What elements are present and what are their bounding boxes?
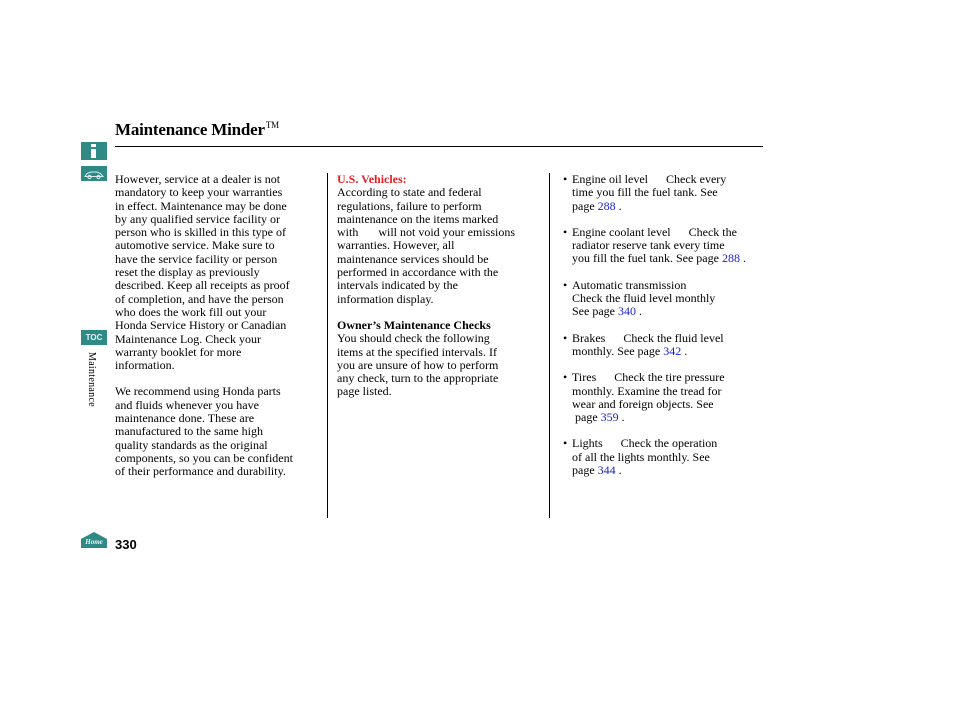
page-link-342[interactable]: 342	[663, 343, 682, 358]
text-line: quality standards as the original	[115, 437, 268, 452]
text-fragment: .	[618, 463, 622, 478]
text-line: items at the specified intervals. If	[337, 344, 497, 359]
check-item-brakes	[563, 332, 763, 359]
text-line: page listed.	[337, 384, 392, 399]
text-line: of all the lights monthly. See	[572, 449, 710, 464]
text-line: in effect. Maintenance may be done	[115, 198, 287, 213]
text-line: automotive service. Make sure to	[115, 238, 275, 253]
title-rule	[115, 146, 763, 147]
item-name: Tires	[572, 370, 597, 385]
check-item-tires	[563, 371, 763, 424]
bullet: •	[563, 370, 568, 385]
text-fragment: page	[572, 198, 595, 213]
text-line: wear and foreign objects. See	[572, 396, 714, 411]
home-icon	[79, 531, 109, 549]
text-line: maintenance services should be	[337, 251, 489, 266]
text-line: maintenance on the items marked	[337, 211, 499, 226]
text-line: described. Keep all receipts as proof	[115, 278, 290, 293]
text-line: Maintenance Log. Check your	[115, 331, 261, 346]
text-fragment: .	[684, 343, 688, 358]
text-line: However, service at a dealer is not	[115, 172, 281, 186]
text-line: maintenance done. These are	[115, 411, 255, 426]
text-line: of completion, and have the person	[115, 291, 284, 306]
check-item-lights	[563, 437, 763, 477]
text-fragment: you fill the fuel tank. See page	[572, 251, 719, 266]
text-line: regulations, failure to perform	[337, 198, 482, 213]
page-link-344[interactable]: 344	[597, 463, 616, 478]
text-line: who does the work fill out your	[115, 304, 267, 319]
text-line: manufactured to the same high	[115, 424, 263, 439]
page-link-288[interactable]: 288	[597, 198, 616, 213]
check-item-automatic-transmission	[563, 279, 763, 319]
column-divider	[549, 173, 550, 518]
section-label: Maintenance	[86, 352, 97, 407]
page-link-340[interactable]: 340	[617, 304, 636, 319]
page-number: 330	[115, 537, 137, 552]
item-name: Lights	[572, 436, 603, 451]
text-line: any check, turn to the appropriate	[337, 371, 499, 386]
dealer-service-paragraph	[115, 173, 323, 372]
text-fragment: will not void your emissions	[378, 225, 516, 240]
text-line: reset the display as previously	[115, 265, 260, 280]
text-line: monthly. Examine the tread for	[572, 383, 722, 398]
bullet: •	[563, 172, 568, 186]
text-line: and fluids whenever you have	[115, 397, 259, 412]
home-button[interactable]	[79, 531, 109, 549]
text-line: radiator reserve tank every time	[572, 238, 725, 253]
text-line: You should check the following	[337, 331, 490, 346]
text-line: According to state and federal	[337, 185, 482, 200]
text-line: components, so you can be confident	[115, 450, 293, 465]
text-line: have the service facility or person	[115, 251, 278, 266]
text-fragment: .	[618, 198, 622, 213]
page-link-288[interactable]: 288	[721, 251, 740, 266]
text-fragment: .	[638, 304, 642, 319]
text-line: information.	[115, 358, 175, 373]
text-fragment: with	[337, 225, 359, 240]
text-line: time you fill the fuel tank. See	[572, 185, 718, 200]
text-fragment: Check the	[688, 224, 737, 239]
us-vehicles-paragraph	[337, 173, 542, 306]
text-line	[337, 226, 542, 239]
text-line: you are unsure of how to perform	[337, 357, 499, 372]
bullet: •	[563, 224, 568, 239]
check-item-engine-coolant	[563, 226, 763, 266]
item-name: Engine coolant level	[572, 224, 671, 239]
bullet: •	[563, 330, 568, 345]
check-item-engine-oil	[563, 173, 763, 213]
bullet: •	[563, 436, 568, 451]
text-fragment: Check every	[665, 172, 727, 186]
text-fragment: page	[575, 410, 598, 425]
home-label: Home	[85, 538, 103, 546]
text-line: of their performance and durability.	[115, 464, 286, 479]
text-line: warranties. However, all	[337, 238, 455, 253]
item-name: Engine oil level	[572, 172, 648, 186]
vehicle-info-nav-button[interactable]	[81, 142, 107, 160]
text-line: intervals indicated by the	[337, 278, 458, 293]
toc-button[interactable]: TOC	[81, 330, 107, 345]
honda-parts-paragraph	[115, 385, 323, 478]
text-line: performed in accordance with the	[337, 265, 499, 280]
column-3	[563, 173, 763, 490]
owner-checks-heading: Owner’s Maintenance Checks	[337, 317, 491, 332]
column-1	[115, 173, 323, 492]
text-fragment: Check the tire pressure	[614, 370, 725, 385]
bullet: •	[563, 277, 568, 292]
text-line: mandatory to keep your warranties	[115, 185, 283, 200]
owner-checks-paragraph	[337, 319, 542, 399]
column-divider	[327, 173, 328, 518]
text-line: We recommend using Honda parts	[115, 384, 281, 399]
text-line: Honda Service History or Canadian	[115, 318, 287, 333]
text-fragment: page	[572, 463, 595, 478]
item-name: Brakes	[572, 330, 606, 345]
page-title	[115, 120, 279, 140]
item-name: Automatic transmission	[572, 277, 687, 292]
text-fragment: .	[742, 251, 746, 266]
us-vehicles-heading: U.S. Vehicles:	[337, 172, 407, 186]
text-line: person who is skilled in this type of	[115, 225, 286, 240]
trademark-mark: TM	[265, 120, 279, 130]
page-link-359[interactable]: 359	[600, 410, 619, 425]
info-icon	[91, 144, 96, 158]
text-line: Check the fluid level monthly	[572, 291, 716, 306]
text-line: by any qualified service facility or	[115, 211, 280, 226]
vehicle-nav-button[interactable]	[81, 166, 107, 181]
text-fragment: Check the operation	[620, 436, 718, 451]
text-fragment: Check the fluid level	[623, 330, 724, 345]
text-line: information display.	[337, 291, 434, 306]
text-line: warranty booklet for more	[115, 344, 242, 359]
column-2	[337, 173, 542, 412]
text-fragment: .	[621, 410, 625, 425]
text-fragment: monthly. See page	[572, 343, 661, 358]
page-title-text: Maintenance Minder	[115, 120, 265, 139]
text-fragment: See page	[572, 304, 615, 319]
car-icon	[81, 166, 107, 181]
